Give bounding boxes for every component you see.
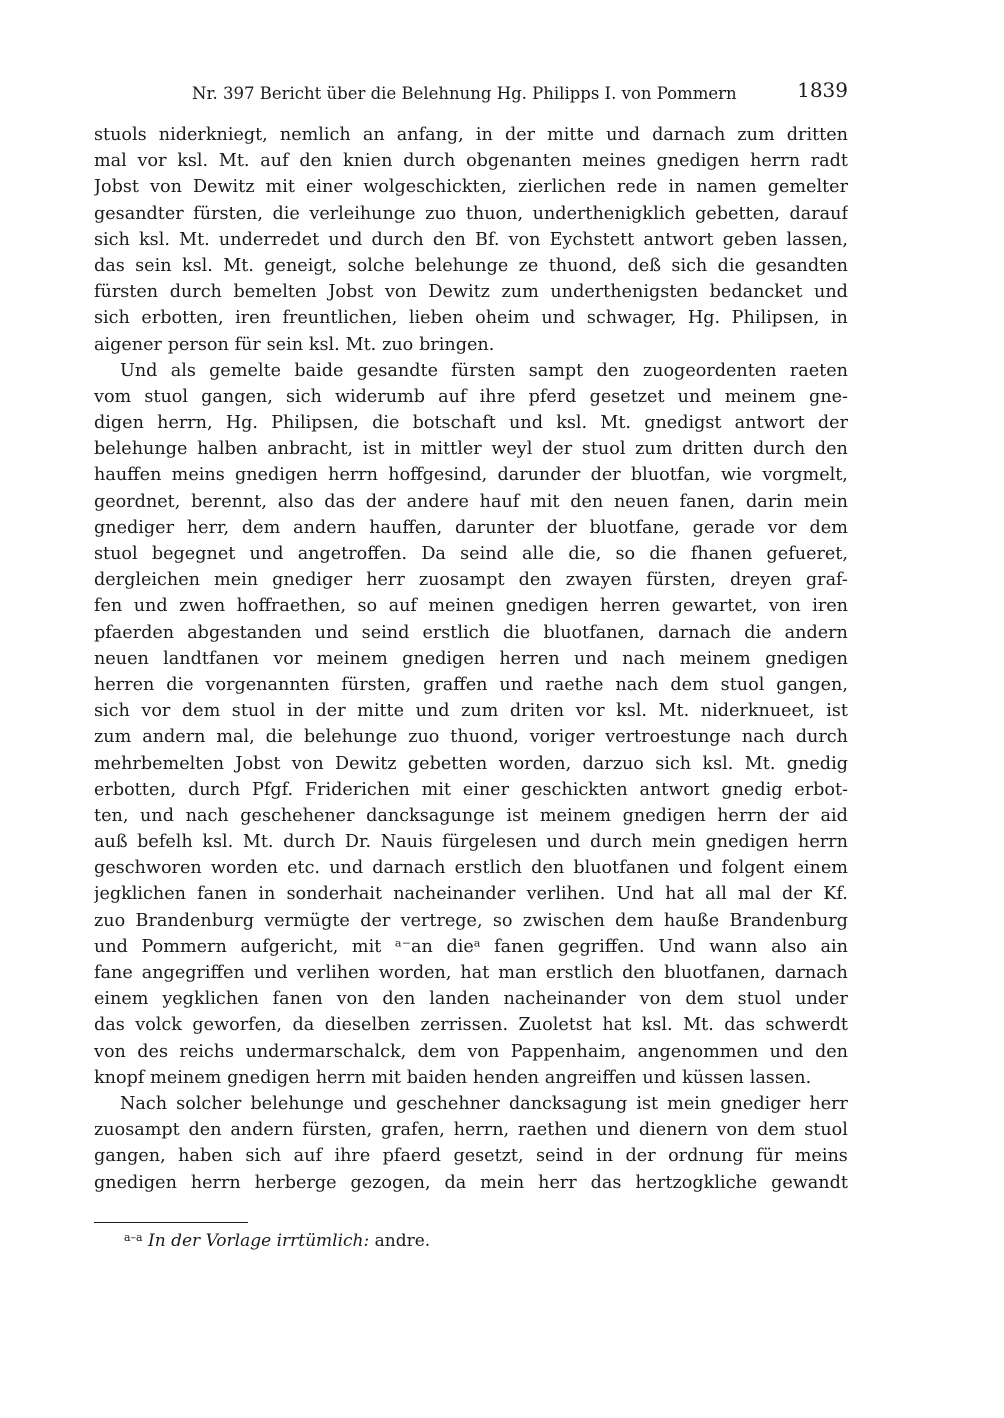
text-line: zuo Brandenburg vermügte der vertrege, so zwischen dem hauße Brandenburg [94, 910, 848, 931]
text-line: dergleichen mein gnediger herr zuosampt den zwayen fürsten, dreyen graf- [94, 570, 848, 591]
text-line: geschworen worden etc. und darnach erstlich den bluotfanen und folgent einem [94, 858, 848, 879]
text-line: aigener person für sein ksl. Mt. zuo bringen. [94, 334, 495, 355]
text-line: das volck geworfen, da dieselben zerrissen. Zuoletst hat ksl. Mt. das schwerdt [94, 1015, 848, 1036]
footnote-label: In der Vorlage irrtümlich: [148, 1231, 370, 1251]
text-line: fen und zwen hoffraethen, so auf meinen gnedigen herren gewartet, von iren [94, 596, 848, 617]
text-line: neuen landtfanen vor meinem gnedigen herren und nach meinem gnedigen [94, 648, 848, 669]
text-line: das sein ksl. Mt. geneigt, solche belehunge ze thuond, deß sich die gesandten [94, 255, 848, 276]
text-line: und Pommern aufgericht, mit ᵃ⁻an dieᵃ fanen gegriffen. Und wann also ain [94, 936, 848, 957]
running-title: Nr. 397 Bericht über die Belehnung Hg. Philipps I. von Pommern [192, 84, 737, 103]
footnote-marker: a–a [124, 1230, 143, 1244]
text-line: fürsten durch bemelten Jobst von Dewitz zum underthenigsten bedancket und [94, 282, 848, 303]
footnote [124, 1228, 430, 1256]
text-line: sich erbotten, iren freuntlichen, lieben oheim und schwager, Hg. Philipsen, in [94, 308, 848, 329]
text-line: herren die vorgenannten fürsten, graffen und raethe nach dem stuol gangen, [94, 674, 848, 695]
text-line: vom stuol gangen, sich widerumb auf ihre pferd gesetzet und meinem gne- [94, 386, 848, 407]
text-line: knopf meinem gnedigen herrn mit baiden henden angreiffen und küssen lassen. [94, 1067, 812, 1088]
text-line: fane angegriffen und verlihen worden, hat man erstlich den bluotfanen, darnach [94, 963, 848, 983]
text-line: gnediger herr, dem andern hauffen, darunter der bluotfane, gerade vor dem [94, 517, 848, 538]
text-line: gnedigen herrn herberge gezogen, da mein herr das hertzogkliche gewandt [94, 1172, 848, 1193]
footnote-text: andre. [374, 1231, 431, 1251]
text-line: gesandter fürsten, die verleihunge zuo thuon, underthenigklich gebetten, darauf [94, 203, 848, 224]
text-line: stuols niderkniegt, nemlich an anfang, in der mitte und darnach zum dritten [94, 125, 848, 145]
text-line: mehrbemelten Jobst von Dewitz gebetten worden, darzuo sich ksl. Mt. gnedig [94, 753, 848, 774]
text-line: Jobst von Dewitz mit einer wolgeschickten, zierlichen rede in namen gemelter [94, 177, 848, 198]
text-line: sich ksl. Mt. underredet und durch den Bf. von Eychstett antwort geben lassen, [94, 229, 848, 250]
text-line: jegklichen fanen in sonderhait nacheinander verlihen. Und hat all mal der Kf. [94, 884, 848, 905]
text-line: mal vor ksl. Mt. auf den knien durch obgenanten meines gnedigen herrn radt [94, 151, 848, 172]
text-line: hauffen meins gnedigen herrn hoffgesind, darunder der bluotfan, wie vorgmelt, [94, 465, 848, 486]
text-line: sich vor dem stuol in der mitte und zum driten vor ksl. Mt. niderknueet, ist [94, 701, 848, 722]
text-line: zum andern mal, die belehunge zuo thuond, voriger vertroestunge nach durch [94, 727, 848, 748]
text-line: Nach solcher belehunge und geschehner dancksagung ist mein gnediger herr [120, 1093, 848, 1114]
text-line: belehunge halben anbracht, ist in mittler weyl der stuol zum dritten durch den [94, 439, 848, 460]
text-line: auß befelh ksl. Mt. durch Dr. Nauis fürgelesen und durch mein gnedigen herrn [94, 832, 848, 853]
text-line: zuosampt den andern fürsten, grafen, herrn, raethen und dienern von dem stuol [94, 1120, 848, 1141]
main-text [94, 122, 848, 1196]
page-number: 1839 [797, 78, 848, 102]
text-line: geordnet, berennt, also das der andere hauf mit den neuen fanen, darin mein [94, 491, 848, 512]
footnote-rule [94, 1222, 248, 1223]
text-line: gangen, haben sich auf ihre pfaerd gesetzt, seind in der ordnung für meins [94, 1146, 848, 1167]
text-line: Und als gemelte baide gesandte fürsten sampt den zuogeordenten raeten [120, 360, 848, 381]
text-line: stuol begegnet und angetroffen. Da seind alle die, so die fhanen gefueret, [94, 544, 848, 564]
text-line: ten, und nach geschehener dancksagunge ist meinem gnedigen herrn der aid [94, 805, 848, 826]
text-line: pfaerden abgestanden und seind erstlich die bluotfanen, darnach die andern [94, 622, 848, 643]
text-line: einem yegklichen fanen von den landen nacheinander von dem stuol under [94, 989, 848, 1010]
page-header [94, 78, 848, 110]
text-line: erbotten, durch Pfgf. Friderichen mit einer geschickten antwort gnedig erbot- [94, 779, 848, 800]
text-line: von des reichs undermarschalck, dem von Pappenhaim, angenommen und den [94, 1041, 848, 1062]
text-line: digen herrn, Hg. Philipsen, die botschaft und ksl. Mt. gnedigst antwort der [94, 413, 848, 434]
